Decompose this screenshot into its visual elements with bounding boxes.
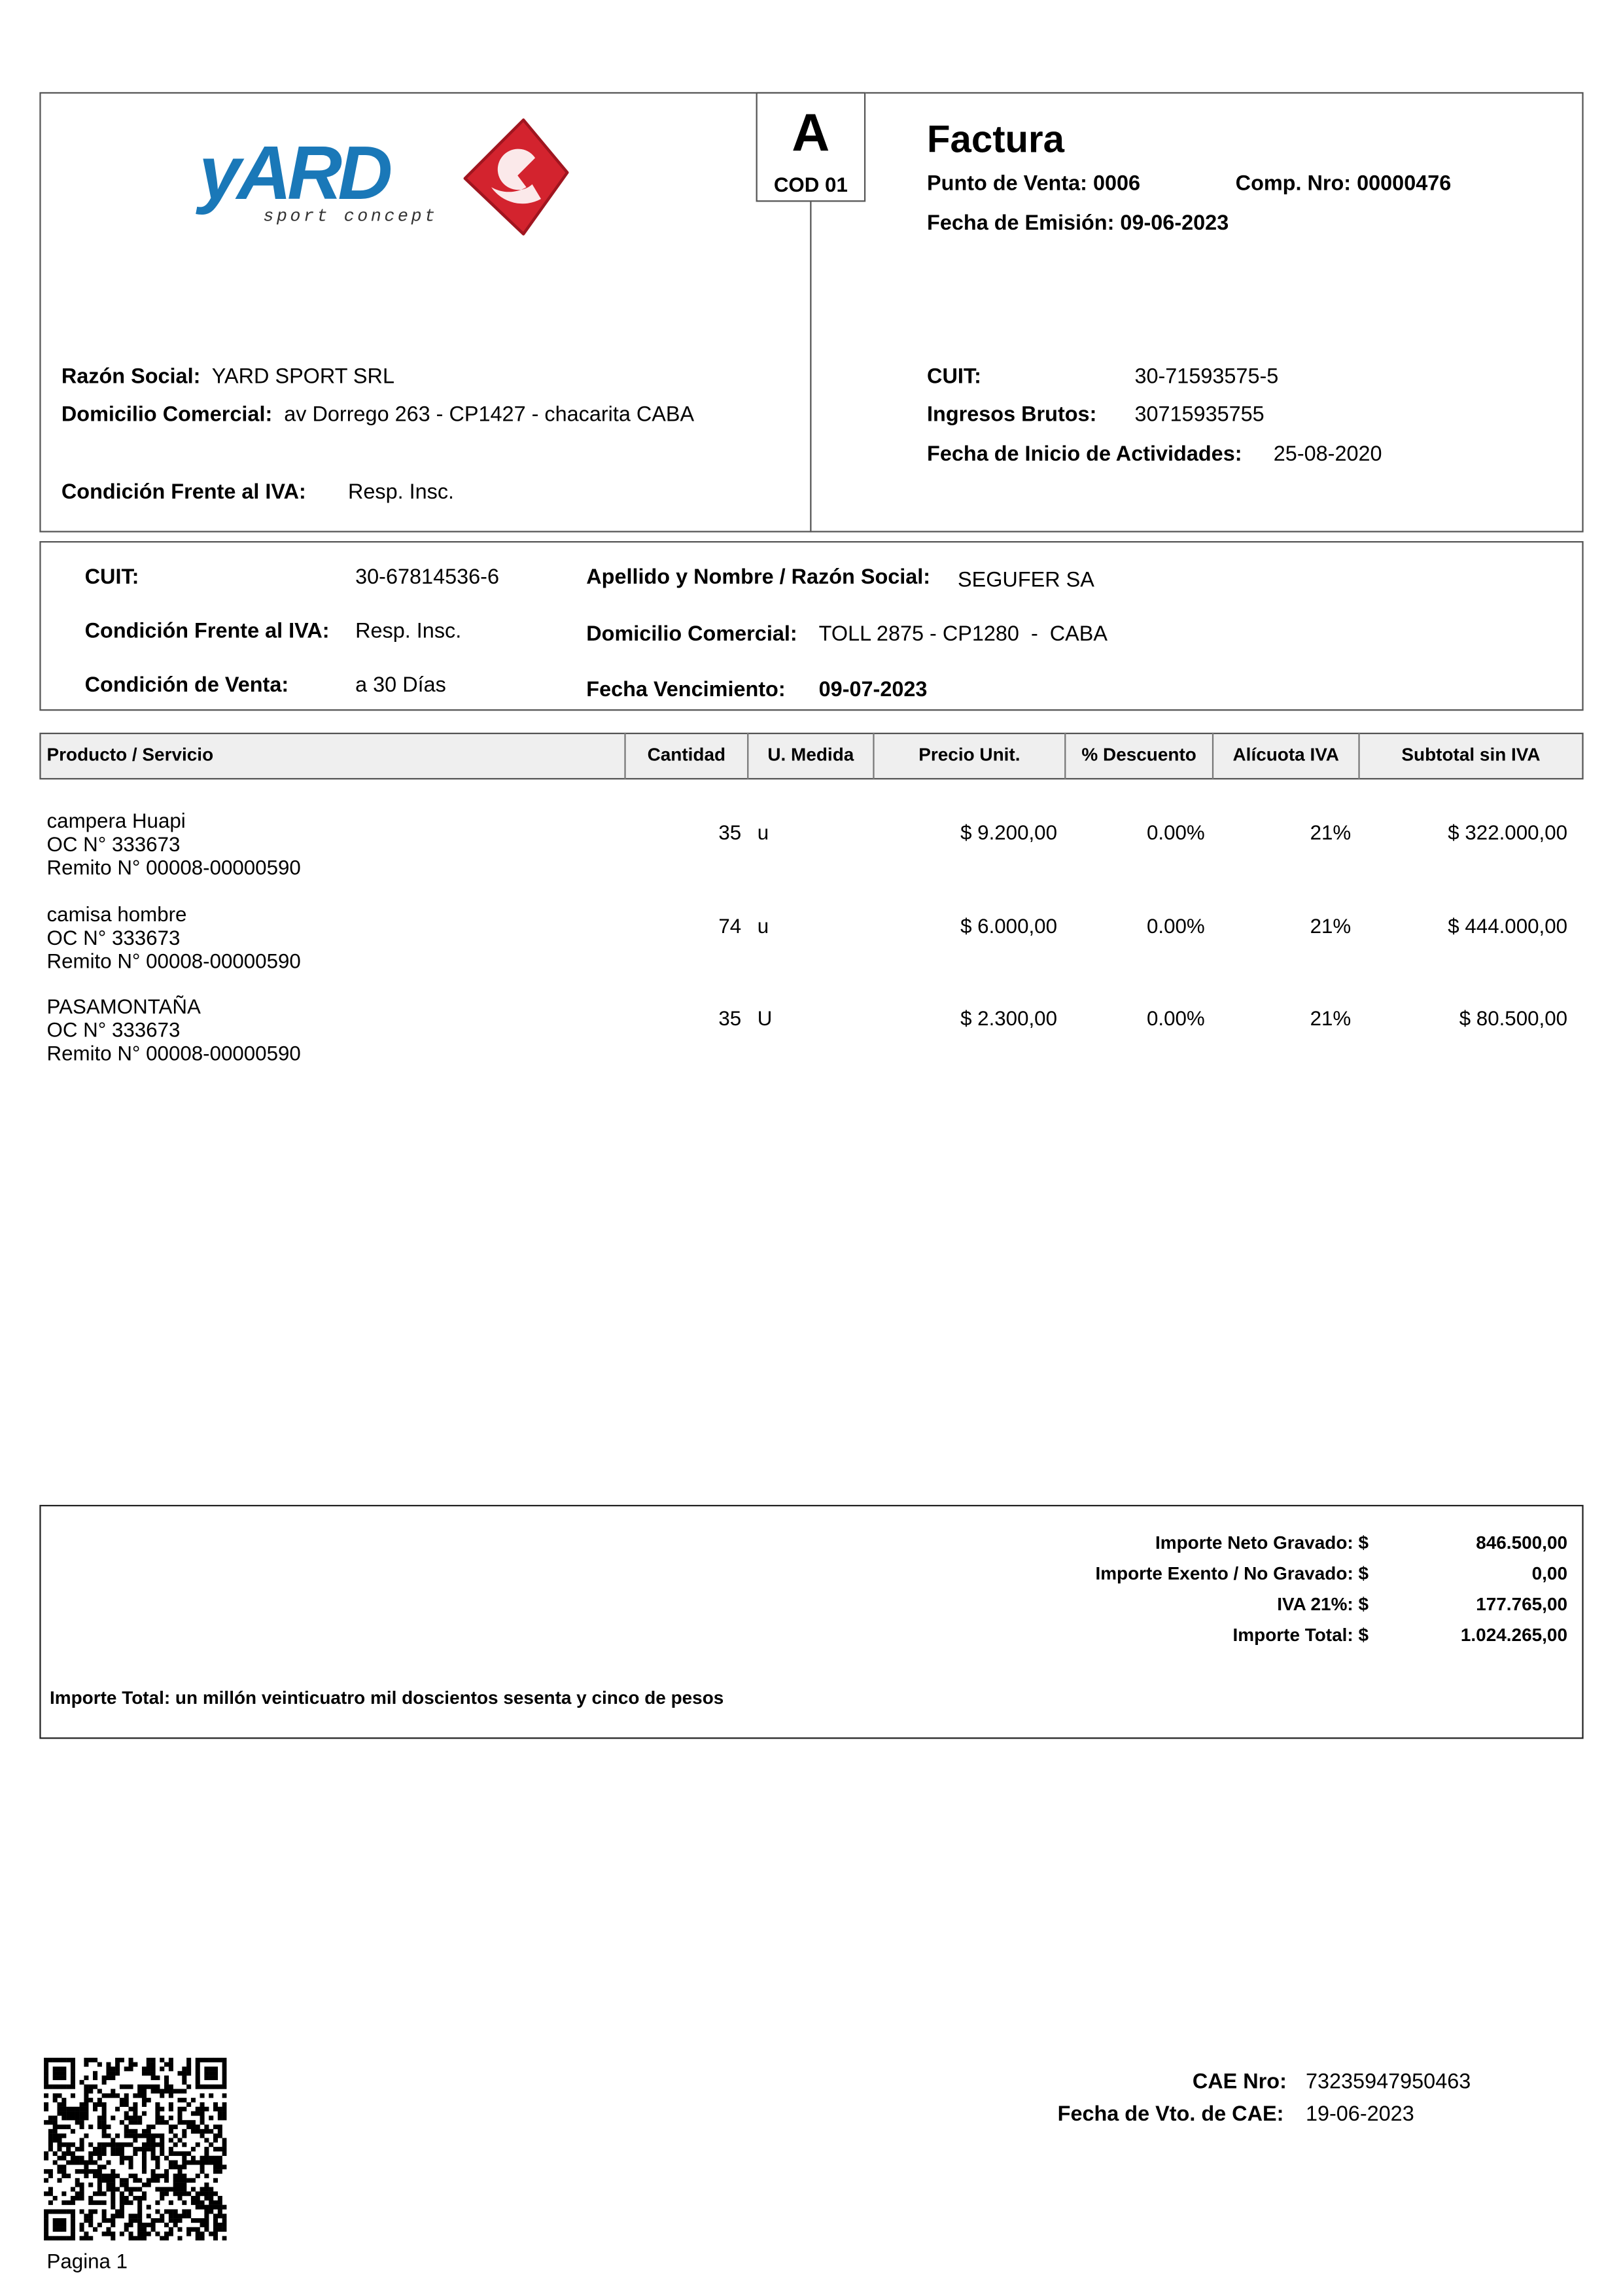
row-qty: 35 bbox=[718, 820, 742, 844]
row-unit: u bbox=[757, 820, 769, 844]
col-precio: Precio Unit. bbox=[875, 733, 1066, 780]
client-cuit-label: CUIT: bbox=[84, 565, 139, 590]
fecha-emision-label: Fecha de Emisión: bbox=[927, 212, 1115, 236]
col-unidad: U. Medida bbox=[748, 733, 874, 780]
invoice-letter: A bbox=[792, 102, 830, 163]
neto-label: Importe Neto Gravado: $ bbox=[1155, 1532, 1369, 1553]
client-domicilio: TOLL 2875 - CP1280 - CABA bbox=[818, 623, 1108, 646]
company-logo bbox=[190, 114, 585, 253]
col-alicuota: Alícuota IVA bbox=[1213, 733, 1360, 780]
col-cantidad: Cantidad bbox=[626, 733, 749, 780]
cae-vto: 19-06-2023 bbox=[1305, 2103, 1414, 2127]
cae-vto-label: Fecha de Vto. de CAE: bbox=[1057, 2103, 1284, 2127]
total-label: Importe Total: $ bbox=[1232, 1625, 1369, 1646]
condicion-venta-label: Condición de Venta: bbox=[84, 674, 289, 698]
row-discount: 0.00% bbox=[1146, 913, 1205, 937]
row-iva: 21% bbox=[1310, 820, 1352, 844]
client-condicion-iva: Resp. Insc. bbox=[355, 620, 462, 644]
product-remito: Remito N° 00008-00000590 bbox=[46, 948, 301, 972]
comp-nro-label: Comp. Nro: bbox=[1235, 172, 1352, 196]
page-number: Pagina 1 bbox=[46, 2249, 128, 2273]
logo-wordmark: yARD bbox=[198, 130, 389, 215]
col-subtotal: Subtotal sin IVA bbox=[1401, 744, 1541, 765]
table-row bbox=[47, 995, 301, 1065]
row-iva: 21% bbox=[1310, 1006, 1352, 1030]
condicion-iva: Resp. Insc. bbox=[347, 481, 455, 505]
row-price: $ 9.200,00 bbox=[960, 820, 1057, 844]
product-oc: OC N° 333673 bbox=[46, 1017, 181, 1042]
issuer-cuit-label: CUIT: bbox=[927, 365, 981, 389]
ingresos-brutos: 30715935755 bbox=[1134, 403, 1265, 427]
product-oc: OC N° 333673 bbox=[46, 925, 181, 949]
punto-venta-label: Punto de Venta: bbox=[927, 172, 1087, 196]
total-value: 1.024.265,00 bbox=[1460, 1625, 1568, 1646]
domicilio: av Dorrego 263 - CP1427 - chacarita CABA bbox=[284, 403, 695, 427]
product-name: camisa hombre bbox=[46, 901, 187, 925]
inicio-actividades: 25-08-2020 bbox=[1273, 443, 1382, 467]
product-name: campera Huapi bbox=[46, 809, 186, 832]
cae-number: 73235947950463 bbox=[1305, 2070, 1471, 2094]
vencimiento: 09-07-2023 bbox=[818, 679, 928, 702]
total-in-words: Importe Total: un millón veinticuatro mil doscientos sesenta y cinco de pesos bbox=[49, 1687, 724, 1708]
qr-code bbox=[44, 2058, 226, 2248]
table-row bbox=[47, 809, 301, 879]
product-oc: OC N° 333673 bbox=[46, 832, 181, 856]
col-descuento: % Descuento bbox=[1066, 733, 1213, 780]
product-remito: Remito N° 00008-00000590 bbox=[46, 855, 301, 879]
client-condicion-iva-label: Condición Frente al IVA: bbox=[84, 620, 330, 644]
product-remito: Remito N° 00008-00000590 bbox=[46, 1041, 301, 1065]
vencimiento-label: Fecha Vencimiento: bbox=[586, 679, 786, 702]
punto-venta: 0006 bbox=[1092, 172, 1141, 196]
exento-value: 0,00 bbox=[1531, 1563, 1568, 1584]
row-qty: 35 bbox=[718, 1006, 742, 1030]
row-subtotal: $ 80.500,00 bbox=[1459, 1006, 1568, 1030]
client-razon-social-label: Apellido y Nombre / Razón Social: bbox=[586, 565, 931, 590]
iva-value: 177.765,00 bbox=[1476, 1594, 1568, 1615]
iva-label: IVA 21%: $ bbox=[1277, 1594, 1369, 1615]
neto-value: 846.500,00 bbox=[1476, 1532, 1568, 1553]
inicio-actividades-label: Fecha de Inicio de Actividades: bbox=[927, 443, 1242, 467]
row-unit: U bbox=[757, 1006, 773, 1030]
document-type: Factura bbox=[927, 116, 1064, 161]
issuer-cuit: 30-71593575-5 bbox=[1134, 365, 1279, 389]
row-subtotal: $ 444.000,00 bbox=[1448, 913, 1568, 937]
fecha-emision: 09-06-2023 bbox=[1120, 212, 1229, 236]
client-cuit: 30-67814536-6 bbox=[355, 565, 500, 590]
exento-label: Importe Exento / No Gravado: $ bbox=[1095, 1563, 1369, 1584]
condicion-iva-label: Condición Frente al IVA: bbox=[61, 481, 306, 505]
ingresos-brutos-label: Ingresos Brutos: bbox=[927, 403, 1097, 427]
row-discount: 0.00% bbox=[1146, 820, 1205, 844]
comp-nro: 00000476 bbox=[1357, 172, 1452, 196]
row-qty: 74 bbox=[718, 913, 742, 937]
product-name: PASAMONTAÑA bbox=[46, 994, 201, 1018]
row-price: $ 6.000,00 bbox=[960, 913, 1057, 937]
row-iva: 21% bbox=[1310, 913, 1352, 937]
client-razon-social: SEGUFER SA bbox=[957, 569, 1094, 593]
row-unit: u bbox=[757, 913, 769, 937]
client-domicilio-label: Domicilio Comercial: bbox=[586, 623, 797, 646]
row-price: $ 2.300,00 bbox=[960, 1006, 1057, 1030]
invoice-code: COD 01 bbox=[773, 172, 848, 196]
razon-social: YARD SPORT SRL bbox=[211, 365, 394, 389]
letter-box bbox=[756, 92, 866, 202]
domicilio-label: Domicilio Comercial: bbox=[61, 403, 273, 427]
logo-tagline: sport concept bbox=[263, 207, 438, 227]
condicion-venta: a 30 Días bbox=[355, 674, 446, 698]
col-producto: Producto / Servicio bbox=[39, 733, 625, 780]
table-row bbox=[47, 902, 301, 972]
issuer-divider bbox=[810, 200, 811, 532]
razon-social-label: Razón Social: bbox=[61, 365, 201, 389]
row-discount: 0.00% bbox=[1146, 1006, 1205, 1030]
cae-label: CAE Nro: bbox=[1192, 2070, 1287, 2094]
row-subtotal: $ 322.000,00 bbox=[1448, 820, 1568, 844]
